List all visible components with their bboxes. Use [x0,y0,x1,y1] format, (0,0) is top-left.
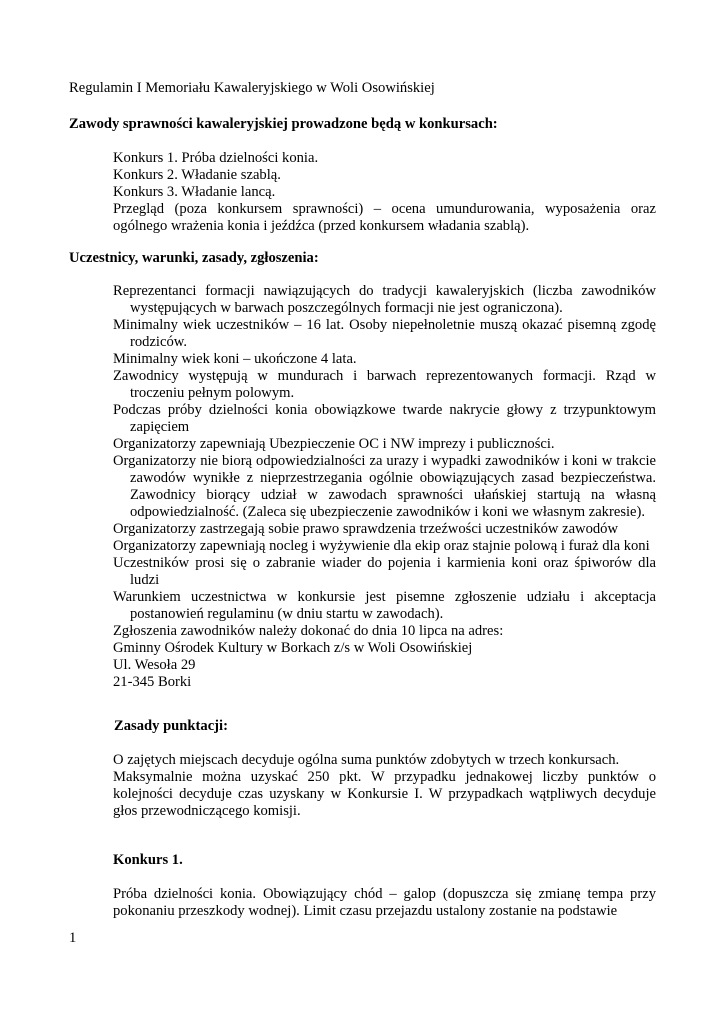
list-item: Konkurs 1. Próba dzielności konia. [113,150,319,166]
list-item: Zawodnicy występują w mundurach i barwach reprezentowanych formacji. Rząd w troczeniu pełnym polowym. [113,368,656,401]
list-item: Minimalny wiek koni – ukończone 4 lata. [113,351,357,367]
list-item: Przegląd (poza konkursem sprawności) – ocena umundurowania, wyposażenia oraz ogólnego wrażenia konia i jeźdźca (przed konkursem władania szablą). [113,201,656,234]
paragraph: Próba dzielności konia. Obowiązujący chód – galop (dopuszcza się zmianę tempa przy pokonaniu przeszkody wodnej). Limit czasu przejazdu ustalony zostanie na podstawie [113,886,656,919]
paragraph: Maksymalnie można uzyskać 250 pkt. W przypadku jednakowej liczby punktów o kolejności decyduje czas uzyskany w Konkursie I. W przypadkach wątpliwych decyduje głos przewodniczącego komisji. [113,769,656,819]
list-item: Podczas próby dzielności konia obowiązkowe twarde nakrycie głowy z trzypunktowym zapięciem [113,402,656,435]
document-title: Regulamin I Memoriału Kawaleryjskiego w Woli Osowińskiej [69,80,435,96]
list-item: Uczestników prosi się o zabranie wiader do pojenia i karmienia koni oraz śpiworów dla ludzi [113,555,656,588]
list-item: Reprezentanci formacji nawiązujących do tradycji kawaleryjskich (liczba zawodników występujących w barwach poszczególnych formacji nie jest ograniczona). [113,283,656,316]
paragraph: O zajętych miejscach decyduje ogólna suma punktów zdobytych w trzech konkursach. [113,752,620,768]
list-item: Organizatorzy nie biorą odpowiedzialności za urazy i wypadki zawodników i koni w trakcie zawodów wynikłe z nieprzestrzegania ogólnie obowiązujących zasad bezpieczeństwa. Zawodnicy biorący udział w zawodach sprawności ułańskiej startują na własną odpowiedzialność. (Zaleca się ubezpieczenie zawodników i koni we własnym zakresie). [113,453,656,520]
list-item: Organizatorzy zastrzegają sobie prawo sprawdzenia trzeźwości uczestników zawodów [113,521,619,537]
list-item: Warunkiem uczestnictwa w konkursie jest pisemne zgłoszenie udziału i akceptacja postanowień regulaminu (w dniu startu w zawodach). [113,589,656,622]
list-item: Konkurs 3. Władanie lancą. [113,184,276,200]
list-item: Minimalny wiek uczestników – 16 lat. Osoby niepełnoletnie muszą okazać pisemną zgodę rodziców. [113,317,656,350]
section1-heading: Zawody sprawności kawaleryjskiej prowadzone będą w konkursach: [69,116,498,132]
list-item: Organizatorzy zapewniają nocleg i wyżywienie dla ekip oraz stajnie polową i furaż dla koni [113,538,650,554]
address-line: Ul. Wesoła 29 [113,657,196,673]
address-line: Gminny Ośrodek Kultury w Borkach z/s w Woli Osowińskiej [113,640,473,656]
page-number: 1 [69,930,77,946]
competition1-text [113,886,656,920]
section3-heading: Zasady punktacji: [114,718,228,734]
rules-list [113,283,656,691]
section4-heading: Konkurs 1. [113,852,183,868]
list-item: Zgłoszenia zawodników należy dokonać do dnia 10 lipca na adres: [113,623,504,639]
competition-list [113,150,656,235]
scoring-text [113,752,656,820]
list-item: Organizatorzy zapewniają Ubezpieczenie OC i NW imprezy i publiczności. [113,436,555,452]
section2-heading: Uczestnicy, warunki, zasady, zgłoszenia: [69,250,319,266]
address-line: 21-345 Borki [113,674,192,690]
list-item: Konkurs 2. Władanie szablą. [113,167,281,183]
